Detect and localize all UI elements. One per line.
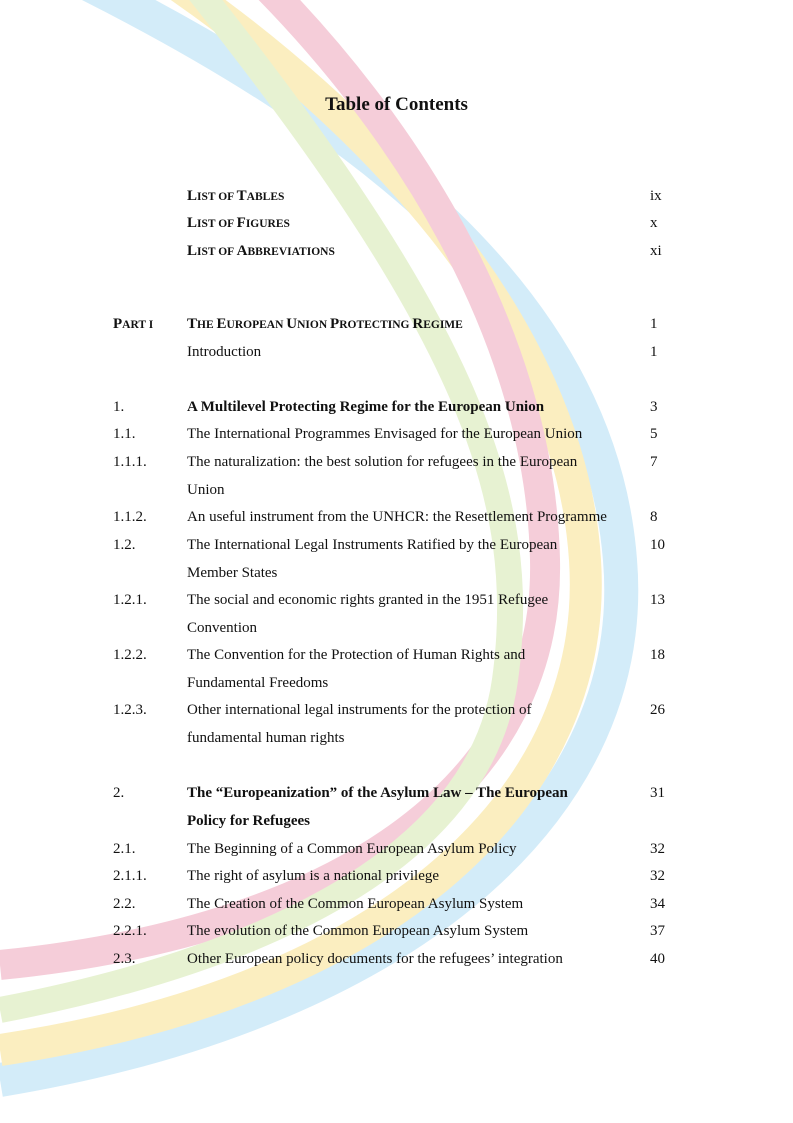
toc-number: 2.1.1.	[113, 868, 147, 884]
toc-page-number: 37	[650, 923, 665, 939]
toc-row-2-1[interactable]	[0, 836, 793, 862]
toc-row-1[interactable]	[0, 394, 793, 420]
toc-label: The evolution of the Common European Asylum System	[187, 923, 529, 939]
toc-page-number: 32	[650, 868, 665, 884]
toc-label-continuation: Union	[187, 482, 225, 498]
toc-row-1-2-2[interactable]	[0, 642, 793, 668]
toc-page-number: 32	[650, 841, 665, 857]
toc-number: 2.2.1.	[113, 923, 147, 939]
toc-label-continuation: Policy for Refugees	[187, 813, 311, 829]
toc-number: 2.2.	[113, 896, 136, 912]
toc-page-number: 26	[650, 702, 665, 718]
toc-label: The International Programmes Envisaged for the European Union	[187, 426, 583, 442]
toc-label: Introduction	[187, 344, 262, 360]
toc-row-1-2-3[interactable]	[0, 697, 793, 723]
toc-label-continuation: Fundamental Freedoms	[187, 675, 329, 691]
toc-row-1-2-2-cont	[0, 670, 793, 696]
toc-label: The International Legal Instruments Ratified by the European	[187, 537, 558, 553]
toc-number: 1.2.2.	[113, 647, 147, 663]
toc-number: 1.1.1.	[113, 454, 147, 470]
toc-row-part-1[interactable]	[0, 311, 793, 337]
toc-row-1-2[interactable]	[0, 532, 793, 558]
toc-number: 2.1.	[113, 841, 136, 857]
toc-number: 1.1.2.	[113, 509, 147, 525]
toc-page-number: 1	[650, 316, 658, 332]
toc-row-list-of-figures[interactable]	[0, 210, 793, 236]
toc-page-number: 10	[650, 537, 665, 553]
toc-row-2[interactable]	[0, 780, 793, 806]
toc-row-2-cont	[0, 808, 793, 834]
toc-row-1-1-2[interactable]	[0, 504, 793, 530]
toc-page-number: ix	[650, 188, 662, 204]
toc-number: 2.	[113, 785, 125, 801]
toc-page-number: 3	[650, 399, 658, 415]
toc-number: 1.2.3.	[113, 702, 147, 718]
toc-page-number: 34	[650, 896, 665, 912]
toc-page-number: 13	[650, 592, 665, 608]
toc-label: The social and economic rights granted in the 1951 Refugee	[187, 592, 549, 608]
toc-label: LIST OF TABLES	[187, 188, 285, 204]
toc-row-1-1[interactable]	[0, 421, 793, 447]
toc-row-2-2[interactable]	[0, 891, 793, 917]
toc-page-number: 8	[650, 509, 658, 525]
toc-label: The naturalization: the best solution for refugees in the European	[187, 454, 578, 470]
toc-row-1-2-cont	[0, 560, 793, 586]
toc-page-number: 1	[650, 344, 658, 360]
toc-page-number: 18	[650, 647, 665, 663]
page-title: Table of Contents	[325, 94, 468, 115]
toc-row-list-of-abbreviations[interactable]	[0, 238, 793, 264]
toc-page-number: 31	[650, 785, 665, 801]
toc-row-2-2-1[interactable]	[0, 918, 793, 944]
toc-label: The right of asylum is a national privilege	[187, 868, 440, 884]
toc-label: A Multilevel Protecting Regime for the European Union	[187, 399, 545, 415]
toc-page-number: 40	[650, 951, 665, 967]
toc-label: Other international legal instruments for the protection of	[187, 702, 532, 718]
toc-row-1-2-3-cont	[0, 725, 793, 751]
toc-row-2-1-1[interactable]	[0, 863, 793, 889]
toc-row-1-1-1[interactable]	[0, 449, 793, 475]
part-number: PART I	[113, 316, 154, 332]
toc-row-1-2-1-cont	[0, 615, 793, 641]
toc-row-list-of-tables[interactable]	[0, 183, 793, 209]
toc-label: The “Europeanization” of the Asylum Law – The European	[187, 785, 568, 801]
toc-label: The Creation of the Common European Asylum System	[187, 896, 524, 912]
toc-number: 1.1.	[113, 426, 136, 442]
part-title: THE EUROPEAN UNION PROTECTING REGIME	[187, 316, 463, 332]
toc-page-number: 7	[650, 454, 658, 470]
toc-row-2-3[interactable]	[0, 946, 793, 972]
toc-label: The Convention for the Protection of Human Rights and	[187, 647, 526, 663]
toc-number: 1.	[113, 399, 125, 415]
toc-label-continuation: Member States	[187, 565, 278, 581]
toc-number: 2.3.	[113, 951, 136, 967]
toc-label: An useful instrument from the UNHCR: the Resettlement Programme	[187, 509, 607, 525]
toc-number: 1.2.	[113, 537, 136, 553]
toc-row-introduction[interactable]	[0, 339, 793, 365]
toc-page-number: xi	[650, 243, 662, 259]
toc-row-1-2-1[interactable]	[0, 587, 793, 613]
toc-label: LIST OF ABBREVIATIONS	[187, 243, 335, 259]
toc-label: LIST OF FIGURES	[187, 215, 290, 231]
toc-page-number: 5	[650, 426, 658, 442]
toc-label: Other European policy documents for the refugees’ integration	[187, 951, 563, 967]
toc-label-continuation: fundamental human rights	[187, 730, 345, 746]
toc-number: 1.2.1.	[113, 592, 147, 608]
toc-page-number: x	[650, 215, 658, 231]
toc-label: The Beginning of a Common European Asylum Policy	[187, 841, 517, 857]
toc-row-1-1-1-cont	[0, 477, 793, 503]
toc-label-continuation: Convention	[187, 620, 257, 636]
